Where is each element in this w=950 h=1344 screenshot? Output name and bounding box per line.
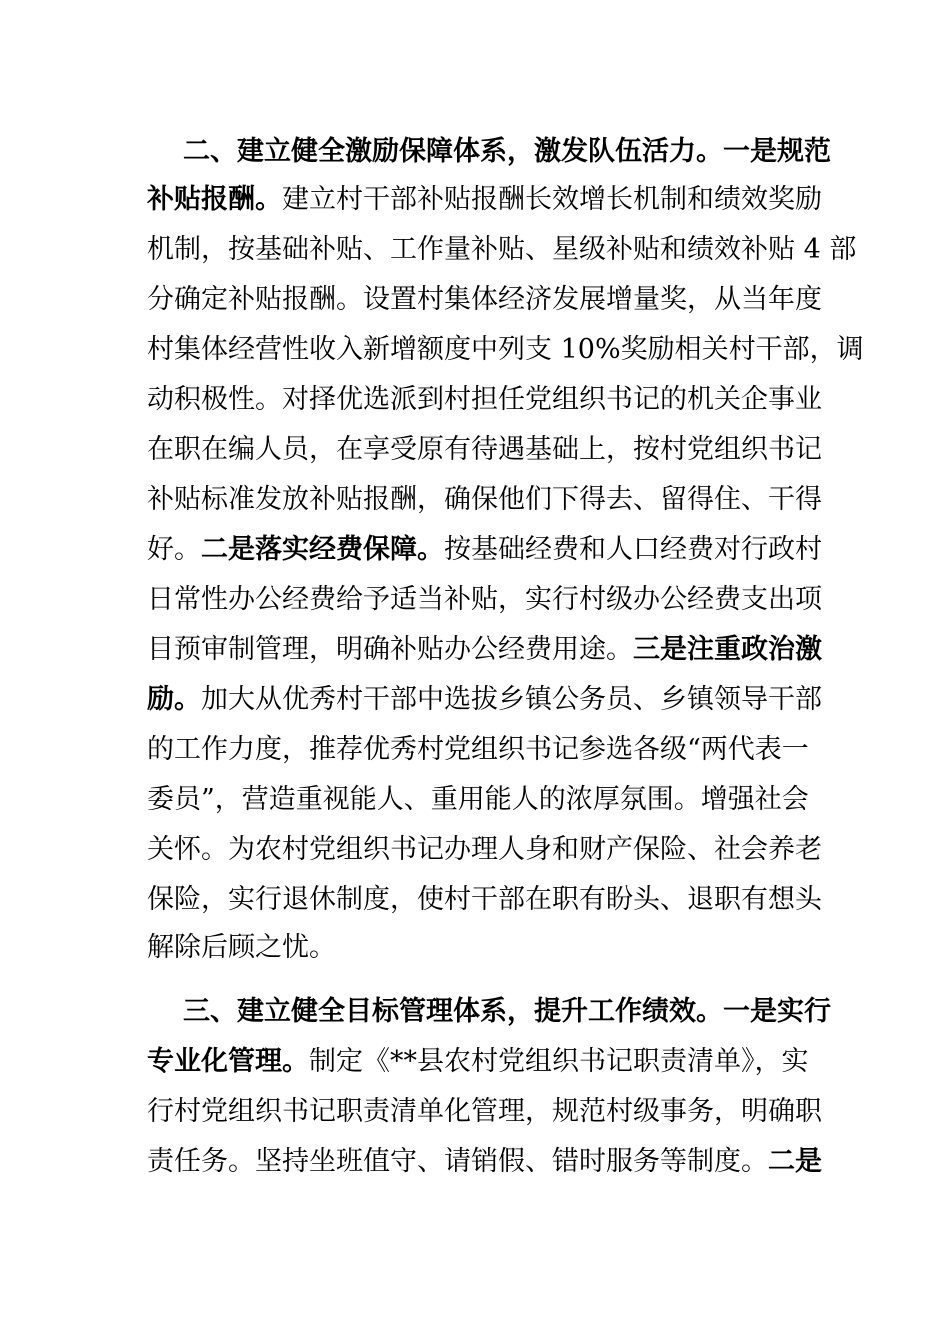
paragraph-1-line-16 [147, 875, 822, 925]
paragraph-2-line-4 [147, 1137, 822, 1187]
paragraph-2-line-3 [147, 1087, 822, 1137]
paragraph-1-line-9 [147, 525, 822, 575]
bold-heading-text: 二、建立健全激励保障体系，激发队伍活力。一是规范 [183, 136, 831, 167]
body-text: 制定《**县农村党组织书记职责清单》，实 [309, 1046, 809, 1077]
paragraph-1-line-4 [147, 275, 822, 325]
paragraph-1-line-11 [147, 625, 822, 675]
paragraph-1-line-10 [147, 575, 822, 625]
body-text: 机制，按基础补贴、工作量补贴、星级补贴和绩效补贴 4 部 [147, 234, 857, 265]
body-text: 好。 [147, 534, 201, 565]
body-text: 村集体经营性收入新增额度中列支 10%奖励相关村干部，调 [147, 334, 864, 365]
body-text: 按基础经费和人口经费对行政村 [444, 534, 822, 565]
body-text: 加大从优秀村干部中选拔乡镇公务员、乡镇领导干部 [201, 684, 822, 715]
paragraph-1-line-3 [147, 225, 857, 275]
paragraph-1-line-8 [147, 475, 822, 525]
paragraph-1-line-17 [147, 923, 803, 973]
bold-subheading-text: 三是注重政治激 [633, 634, 822, 665]
body-text: 委员”，营造重视能人、重用能人的浓厚氛围。增强社会 [147, 784, 809, 815]
paragraph-1-line-12 [147, 675, 822, 725]
body-text: 目预审制管理，明确补贴办公经费用途。 [147, 634, 633, 665]
body-text: 保险，实行退休制度，使村干部在职有盼头、退职有想头 [147, 884, 822, 915]
bold-subheading-text: 二是落实经费保障。 [201, 534, 444, 565]
body-text: 在职在编人员，在享受原有待遇基础上，按村党组织书记 [147, 434, 822, 465]
paragraph-1-line-15 [147, 825, 822, 875]
bold-heading-text: 三、建立健全目标管理体系，提升工作绩效。一是实行 [183, 996, 831, 1027]
bold-subheading-text: 补贴报酬。 [147, 184, 282, 215]
body-text: 解除后顾之忧。 [147, 932, 336, 963]
body-text: 的工作力度，推荐优秀村党组织书记参选各级“两代表一 [147, 734, 809, 765]
body-text: 补贴标准发放补贴报酬，确保他们下得去、留得住、干得 [147, 484, 822, 515]
paragraph-1-line-14 [147, 775, 809, 825]
body-text: 动积极性。对择优选派到村担任党组织书记的机关企事业 [147, 384, 822, 415]
body-text: 责任务。坚持坐班值守、请销假、错时服务等制度。 [147, 1146, 768, 1177]
paragraph-2-line-2 [147, 1037, 809, 1087]
body-text: 日常性办公经费给予适当补贴，实行村级办公经费支出项 [147, 584, 822, 615]
bold-subheading-text: 二是 [768, 1146, 822, 1177]
paragraph-1-line-7 [147, 425, 822, 475]
body-text: 分确定补贴报酬。设置村集体经济发展增量奖，从当年度 [147, 284, 822, 315]
paragraph-1-line-2 [147, 175, 822, 225]
paragraph-2-line-1 [183, 987, 831, 1037]
body-text: 关怀。为农村党组织书记办理人身和财产保险、社会养老 [147, 834, 822, 865]
paragraph-1-line-13 [147, 725, 809, 775]
bold-subheading-text: 励。 [147, 684, 201, 715]
paragraph-1-line-5 [147, 325, 864, 375]
paragraph-1-line-1 [183, 127, 831, 177]
paragraph-1-line-6 [147, 375, 822, 425]
bold-subheading-text: 专业化管理。 [147, 1046, 309, 1077]
body-text: 建立村干部补贴报酬长效增长机制和绩效奖励 [282, 184, 822, 215]
body-text: 行村党组织书记职责清单化管理，规范村级事务，明确职 [147, 1096, 822, 1127]
